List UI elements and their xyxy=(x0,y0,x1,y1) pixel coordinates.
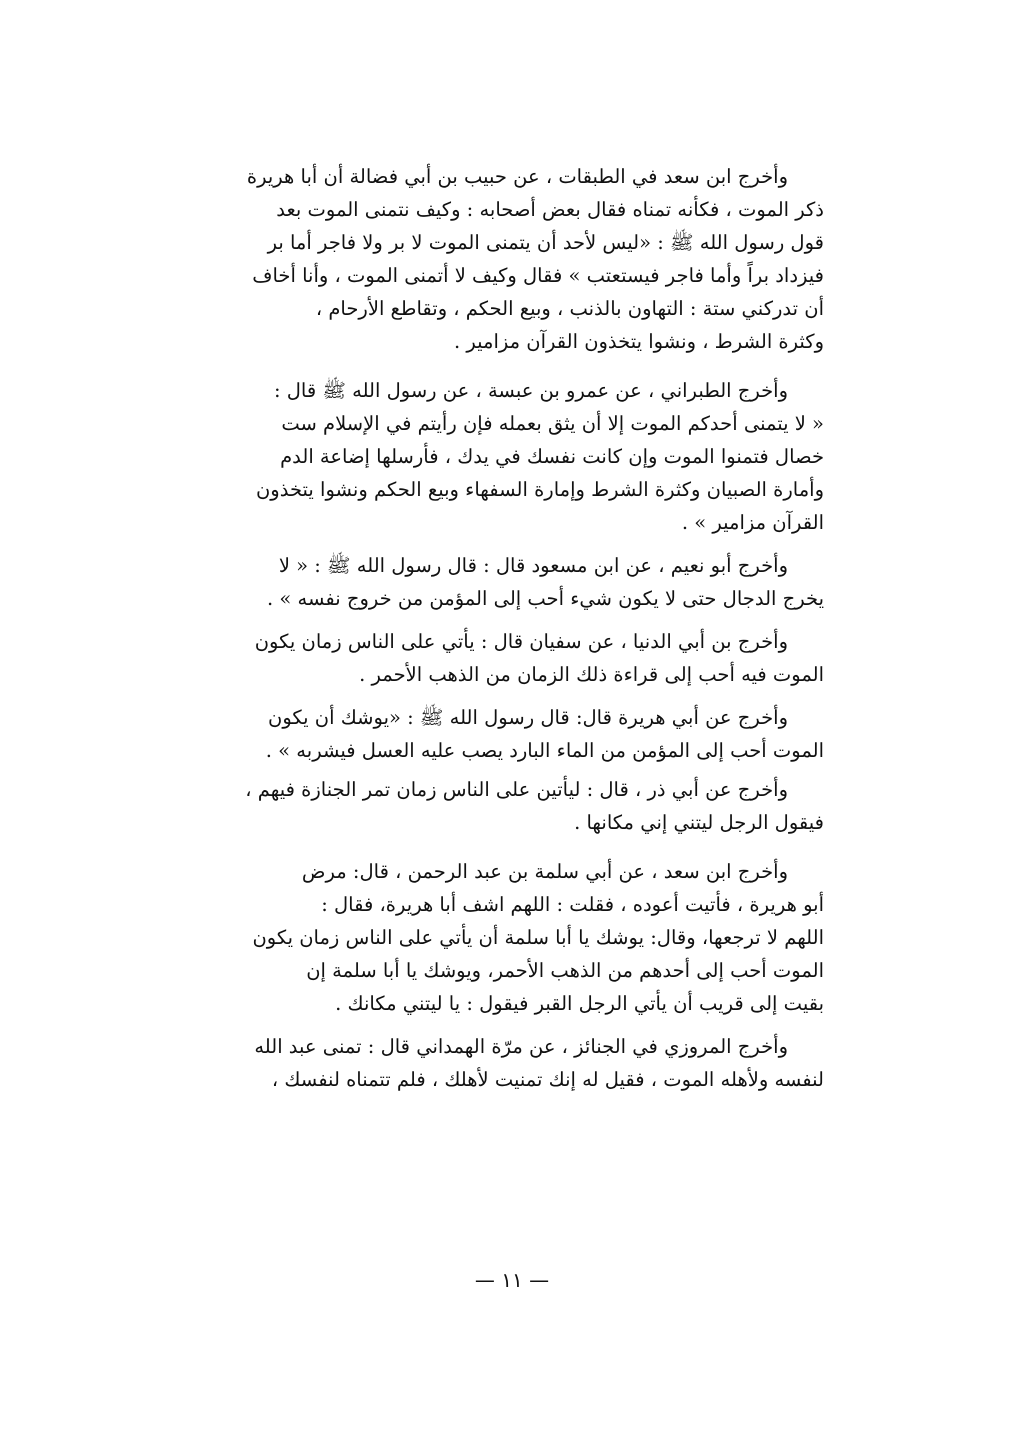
paragraph-tabarani xyxy=(222,374,824,539)
text-line: الموت فيه أحب إلى قراءة ذلك الزمان من الذهب الأحمر . xyxy=(359,663,824,686)
text-line: فيزداد براً وأما فاجر فيستعتب » فقال وكيف لا أتمنى الموت ، وأنا أخاف xyxy=(252,264,824,287)
text-line: وأخرج عن أبي هريرة قال: قال رسول الله ﷺ : «يوشك أن يكون xyxy=(268,706,788,729)
text-line: وأمارة الصبيان وكثرة الشرط وإمارة السفهاء وبيع الحكم ونشوا يتخذون xyxy=(255,478,824,501)
text-line: وكثرة الشرط ، ونشوا يتخذون القرآن مزامير . xyxy=(453,330,824,353)
text-line: وأخرج ابن سعد في الطبقات ، عن حبيب بن أبي فضالة أن أبا هريرة xyxy=(246,165,788,188)
text-line: فيقول الرجل ليتني إني مكانها . xyxy=(574,811,824,834)
text-line: وأخرج المروزي في الجنائز ، عن مرّة الهمداني قال : تمنى عبد الله xyxy=(254,1035,788,1058)
text-line: بقيت إلى قريب أن يأتي الرجل القبر فيقول : يا ليتني مكانك . xyxy=(335,992,824,1015)
text-line: وأخرج أبو نعيم ، عن ابن مسعود قال : قال رسول الله ﷺ : « لا xyxy=(278,554,788,577)
text-line: ذكر الموت ، فكأنه تمناه فقال بعض أصحابه : وكيف نتمنى الموت بعد xyxy=(276,198,824,221)
text-line: القرآن مزامير » . xyxy=(681,511,824,534)
page-number: — ١١ — xyxy=(474,1268,550,1292)
paragraph-abu-dharr xyxy=(222,773,824,839)
text-line: لنفسه ولأهله الموت ، فقيل له إنك تمنيت لأهلك ، فلم تتمناه لنفسك ، xyxy=(271,1068,824,1091)
text-line: وأخرج عن أبي ذر ، قال : ليأتين على الناس زمان تمر الجنازة فيهم ، xyxy=(245,778,788,801)
paragraph-ibn-saad-tabaqat xyxy=(222,160,824,358)
text-line: اللهم لا ترجعها، وقال: يوشك يا أبا سلمة أن يأتي على الناس زمان يكون xyxy=(252,926,824,949)
text-line: الموت أحب إلى أحدهم من الذهب الأحمر، ويوشك يا أبا سلمة إن xyxy=(306,959,824,982)
paragraph-abu-nuaym xyxy=(222,549,824,615)
text-line: الموت أحب إلى المؤمن من الماء البارد يصب عليه العسل فيشربه » . xyxy=(265,739,824,762)
text-line: قول رسول الله ﷺ : «ليس لأحد أن يتمنى الموت لا بر ولا فاجر أما بر xyxy=(267,231,824,254)
text-line: أن تدركني ستة : التهاون بالذنب ، وبيع الحكم ، وتقاطع الأرحام ، xyxy=(315,297,824,320)
paragraph-abu-salama xyxy=(222,855,824,1020)
paragraph-marwazi xyxy=(222,1030,824,1096)
text-line: وأخرج بن أبي الدنيا ، عن سفيان قال : يأتي على الناس زمان يكون xyxy=(254,630,788,653)
text-line: أبو هريرة ، فأتيت أعوده ، فقلت : اللهم اشف أبا هريرة، فقال : xyxy=(321,893,824,916)
text-line: يخرج الدجال حتى لا يكون شيء أحب إلى المؤمن من خروج نفسه » . xyxy=(267,587,824,610)
paragraph-abu-hurayra xyxy=(222,701,824,767)
page-body xyxy=(222,160,824,1096)
text-line: خصال فتمنوا الموت وإن كانت نفسك في يدك ، فأرسلها إضاعة الدم xyxy=(280,445,824,468)
paragraph-ibn-abi-dunya xyxy=(222,625,824,691)
text-line: « لا يتمنى أحدكم الموت إلا أن يثق بعمله فإن رأيتم في الإسلام ست xyxy=(281,412,824,435)
text-line: وأخرج ابن سعد ، عن أبي سلمة بن عبد الرحمن ، قال: مرض xyxy=(301,860,788,883)
text-line: وأخرج الطبراني ، عن عمرو بن عبسة ، عن رسول الله ﷺ قال : xyxy=(273,379,788,402)
